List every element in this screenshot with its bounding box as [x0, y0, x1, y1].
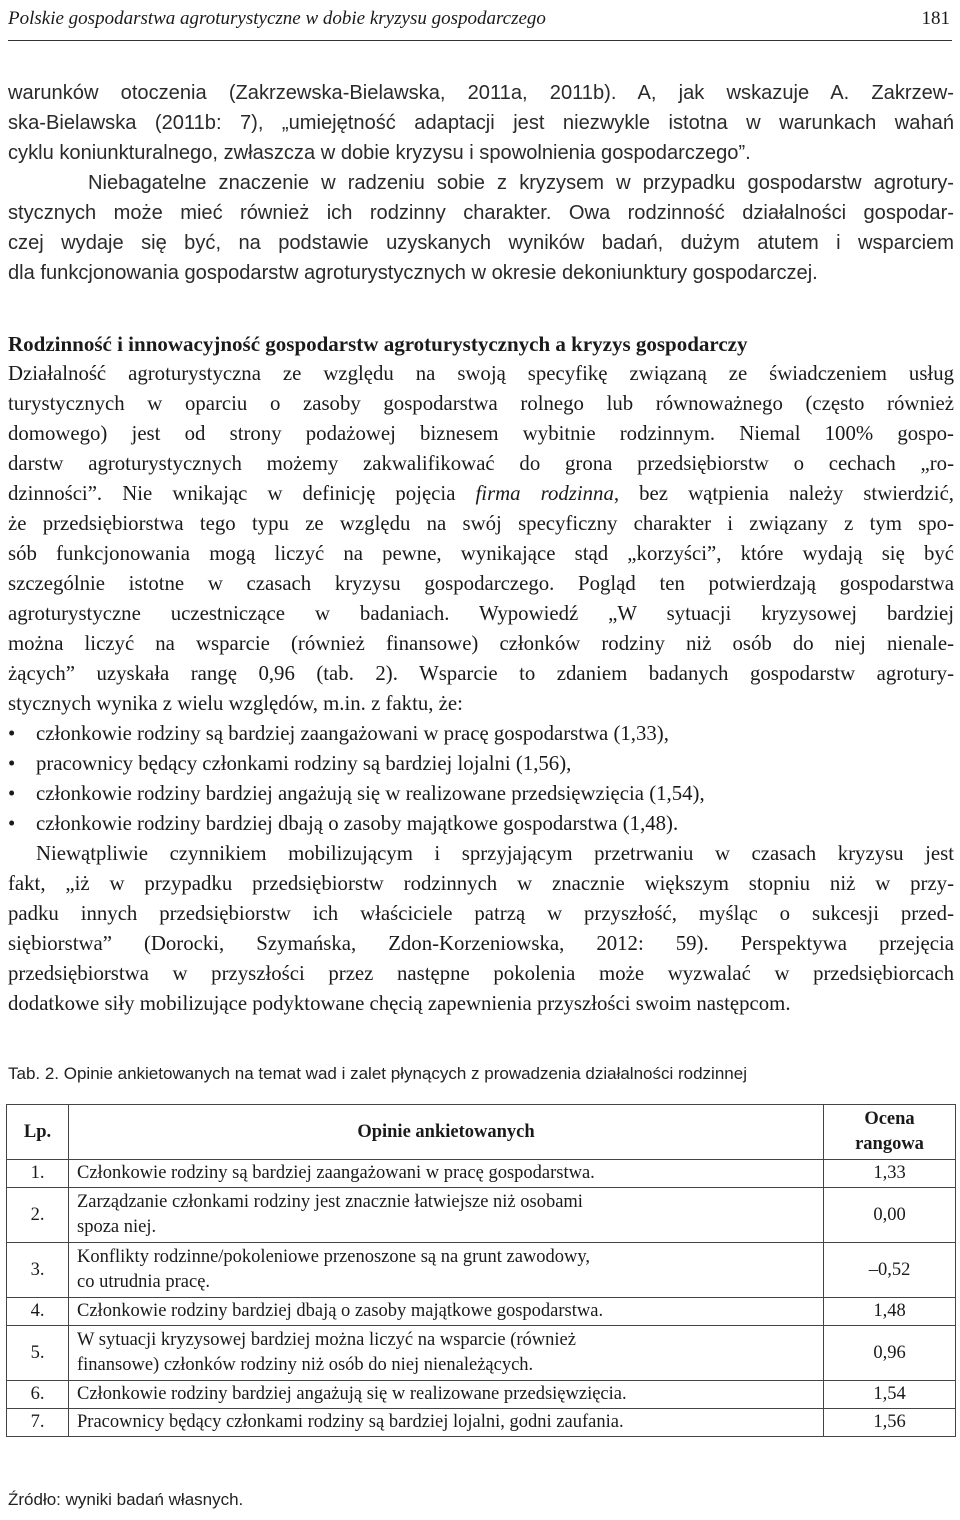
text-line: stycznych wynika z wielu względów, m.in. z faktu, że:: [8, 692, 463, 715]
bullet-icon: •: [8, 752, 16, 775]
text-line: Niebagatelne znaczenie w radzeniu sobie z kryzysem w przypadku gospodarstw agrotury-: [88, 172, 954, 194]
opinions-table: [6, 1104, 956, 1437]
table-row: 4. Członkowie rodziny bardziej dbają o zasoby majątkowe gospodarstwa. 1,48: [7, 1298, 956, 1326]
text-line: przedsiębiorstwa w przyszłości przez następne pokolenia może wyzwalać w przedsiębiorcach: [8, 962, 954, 985]
text-line: agroturystyczne uczestniczące w badaniach. Wypowiedź „W sytuacji kryzysowej bardziej: [8, 602, 954, 625]
table-row: 3. Konflikty rodzinne/pokoleniowe przenoszone są na grunt zawodowy, co utrudnia pracę. –0,52: [7, 1243, 956, 1298]
text-line: ska-Bielawska (2011b: 7), „umiejętność adaptacji jest niezwykle istotna w warunkach wahań: [8, 112, 954, 134]
text-line: siębiorstwa” (Dorocki, Szymańska, Zdon-Korzeniowska, 2012: 59). Perspektywa przejęcia: [8, 932, 954, 955]
text-line: cyklu koniunkturalnego, zwłaszcza w dobie kryzysu i spowolnienia gospodarczego”.: [8, 142, 751, 164]
running-title: Polskie gospodarstwa agroturystyczne w dobie kryzysu gospodarczego: [8, 8, 546, 29]
text-line: Działalność agroturystyczna ze względu na swoją specyfikę związaną ze świadczeniem usług: [8, 362, 954, 385]
text-line: można liczyć na wsparcie (również finansowe) członków rodziny niż osób do niej nienale-: [8, 632, 954, 655]
table-header-row: [7, 1105, 956, 1160]
text-line: warunków otoczenia (Zakrzewska-Bielawska, 2011a, 2011b). A, jak wskazuje A. Zakrzew-: [8, 82, 954, 104]
table-source: Źródło: wyniki badań własnych.: [8, 1490, 244, 1509]
header-rank: Ocena rangowa: [824, 1105, 956, 1160]
table-row: 6. Członkowie rodziny bardziej angażują się w realizowane przedsięwzięcia. 1,54: [7, 1381, 956, 1409]
bullet-item: • członkowie rodziny bardziej dbają o zasoby majątkowe gospodarstwa (1,48).: [8, 809, 954, 839]
text-line: dodatkowe siły mobilizujące podyktowane chęcią zapewnienia przyszłości swoim następcom.: [8, 992, 791, 1015]
section-2: [8, 329, 954, 1019]
text-line: czej wydaje się być, na podstawie uzyskanych wyników badań, dużym atutem i wsparciem: [8, 232, 954, 254]
italic-term: firma rodzinna: [475, 482, 614, 505]
text-line: padku innych przedsiębiorstw ich właściciele patrzą w przyszłość, myśląc o sukcesji przed-: [8, 902, 954, 925]
text-line: że przedsiębiorstwa tego typu ze względu na swój specyficzny charakter i związany z tym spo-: [8, 512, 954, 535]
text-line: sób funkcjonowania mogą liczyć na pewne, wynikające stąd „korzyści”, które wydają się być: [8, 542, 954, 565]
bullet-item: • pracownicy będący członkami rodziny są bardziej lojalni (1,56),: [8, 749, 954, 779]
text-line: żących” uzyskała rangę 0,96 (tab. 2). Wsparcie to zdaniem badanych gospodarstw agrotury-: [8, 662, 954, 685]
text-line: dla funkcjonowania gospodarstw agroturystycznych w okresie dekoniunktury gospodarczej.: [8, 262, 818, 284]
text-line: dzinności”. Nie wnikając w definicję pojęcia firma rodzinna, bez wątpienia należy stwierdzić,: [8, 482, 954, 505]
bullet-icon: •: [8, 722, 16, 745]
table-row: 2. Zarządzanie członkami rodziny jest znacznie łatwiejsze niż osobami spoza niej. 0,00: [7, 1188, 956, 1243]
bullet-item: • członkowie rodziny są bardziej zaangażowani w pracę gospodarstwa (1,33),: [8, 719, 954, 749]
header-lp: Lp.: [7, 1105, 69, 1160]
running-header: [8, 0, 952, 41]
table-caption: Tab. 2. Opinie ankietowanych na temat wad i zalet płynących z prowadzenia działalności rodzinnej: [8, 1064, 747, 1083]
paragraph-1: [8, 78, 954, 288]
section-heading: Rodzinność i innowacyjność gospodarstw agroturystycznych a kryzys gospodarczy: [8, 332, 748, 356]
table-row: 7. Pracownicy będący członkami rodziny są bardziej lojalni, godni zaufania. 1,56: [7, 1409, 956, 1437]
bullet-icon: •: [8, 782, 16, 805]
text-line: stycznych może mieć również ich rodzinny charakter. Owa rodzinność działalności gospodar-: [8, 202, 954, 224]
text-line: fakt, „iż w przypadku przedsiębiorstw rodzinnych w znacznie większym stopniu niż w przy-: [8, 872, 954, 895]
text-line: turystycznych w oparciu o zasoby gospodarstwa rolnego lub równoważnego (często również: [8, 392, 954, 415]
page-number: 181: [921, 8, 950, 29]
text-line: domowego) jest od strony podażowej biznesem wybitnie rodzinnym. Niemal 100% gospo-: [8, 422, 954, 445]
text-line: szczególnie istotne w czasach kryzysu gospodarczego. Pogląd ten potwierdzają gospodarstwa: [8, 572, 954, 595]
header-opinion: Opinie ankietowanych: [69, 1105, 824, 1160]
text-line: darstw agroturystycznych możemy zakwalifikować do grona przedsiębiorstw o cechach „ro-: [8, 452, 954, 475]
bullet-icon: •: [8, 812, 16, 835]
table-row: 1. Członkowie rodziny są bardziej zaangażowani w pracę gospodarstwa. 1,33: [7, 1160, 956, 1188]
table-row: 5. W sytuacji kryzysowej bardziej można liczyć na wsparcie (również finansowe) członków rodziny niż osób do niej nienależących. 0,96: [7, 1326, 956, 1381]
bullet-item: • członkowie rodziny bardziej angażują się w realizowane przedsięwzięcia (1,54),: [8, 779, 954, 809]
text-line: Niewątpliwie czynnikiem mobilizującym i sprzyjającym przetrwaniu w czasach kryzysu jest: [36, 842, 954, 865]
